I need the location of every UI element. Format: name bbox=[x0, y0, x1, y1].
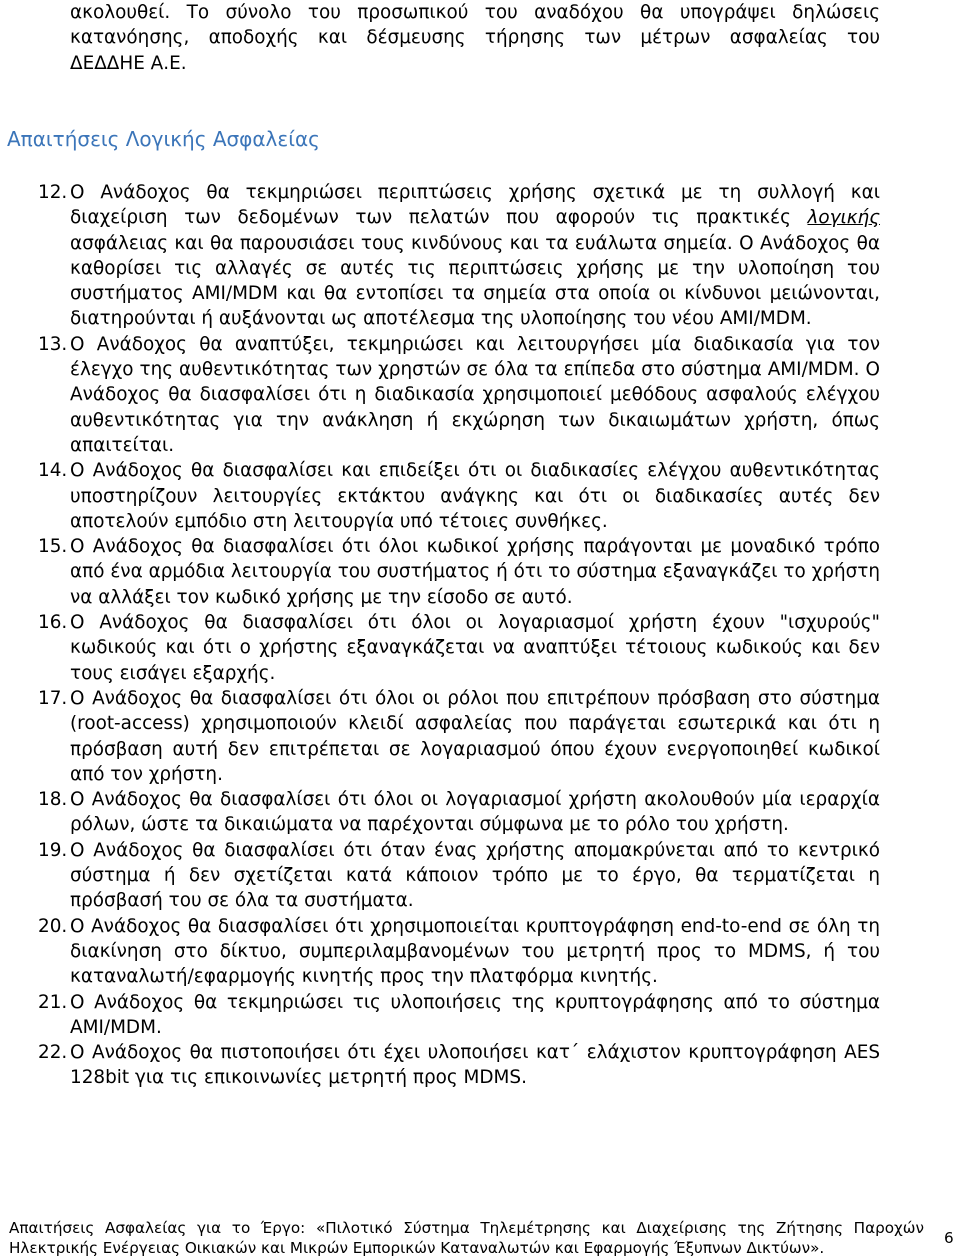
item-text: Ο Ανάδοχος θα πιστοποιήσει ότι έχει υλοποιήσει κατ΄ ελάχιστον κρυπτογράφηση AES 128bit για τις επικοινωνίες μετρητή προς MDMS. bbox=[70, 1042, 880, 1089]
list-item bbox=[0, 914, 880, 990]
list-item bbox=[0, 838, 880, 914]
section-heading: Απαιτήσεις Λογικής Ασφαλείας bbox=[7, 127, 320, 151]
footer-text: Απαιτήσεις Ασφαλείας για το Έργο: «Πιλοτικό Σύστημα Τηλεμέτρησης και Διαχείρισης της Ζήτησης Παροχών Ηλεκτρικής Ενέργειας Οικιακών και Μικρών Εμπορικών Καταναλωτών και Εφαρμογής Έξυπνων Δικτύων». bbox=[9, 1219, 924, 1257]
list-item bbox=[0, 990, 880, 1041]
intro-paragraph bbox=[70, 0, 880, 76]
item-text: Ο Ανάδοχος θα διασφαλίσει ότι όλοι οι λογαριασμοί χρήστη έχουν "ισχυρούς" κωδικούς και ότι ο χρήστης εξαναγκάζεται να αναπτύξει τέτοιους κωδικούς και δεν τους εισάγει εξαρχής. bbox=[70, 612, 880, 684]
list-item bbox=[0, 787, 880, 838]
intro-line-3: ΔΕΔΔΗΕ Α.Ε. bbox=[70, 52, 187, 74]
list-item bbox=[0, 1040, 880, 1091]
item-number: 20. bbox=[38, 915, 68, 937]
item-text: Ο Ανάδοχος θα διασφαλίσει ότι χρησιμοποιείται κρυπτογράφηση end-to-end σε όλη τη διακίνηση στο δίκτυο, συμπεριλαμβανομένων του μετρητή προς το MDMS, ή του καταναλωτή/εφαρμογής κινητής προς την πλατφόρμα κινητής. bbox=[70, 915, 880, 988]
item-number: 18. bbox=[38, 789, 68, 811]
list-item bbox=[0, 458, 880, 534]
list-item bbox=[0, 610, 880, 686]
item-number: 14. bbox=[38, 460, 68, 482]
requirements-list bbox=[0, 180, 960, 1091]
emphasized-word: λογικής bbox=[807, 207, 880, 229]
intro-line-1: ακολουθεί. Το σύνολο του προσωπικού του αναδόχου θα υπογράψει δηλώσεις bbox=[70, 2, 880, 23]
list-item bbox=[0, 534, 880, 610]
page-number: 6 bbox=[944, 1229, 954, 1247]
item-number: 16. bbox=[38, 612, 68, 634]
item-text: Ο Ανάδοχος θα αναπτύξει, τεκμηριώσει και λειτουργήσει μία διαδικασία για τον έλεγχο της αυθεντικότητας των χρηστών σε όλα τα επίπεδα στο σύστημα AMI/MDM. Ο Ανάδοχος θα διασφαλίσει ότι η διαδικασία χρησιμοποιεί μεθόδους ασφαλούς ελέγχου αυθεντικότητας για την ανάκληση ή εκχώρηση των δικαιωμάτων χρήστη, όπως απαιτείται. bbox=[70, 333, 880, 456]
intro-line-2: κατανόησης, αποδοχής και δέσμευσης τήρησης των μέτρων ασφαλείας του bbox=[70, 27, 880, 49]
item-text: Ο Ανάδοχος θα διασφαλίσει ότι όλοι κωδικοί χρήσης παράγονται με μοναδικό τρόπο από ένα αρμόδια λειτουργία του συστήματος ή ότι το σύστημα εξαναγκάζει το χρήστη να αλλάξει τον κωδικό χρήσης με την είσοδο σε αυτό. bbox=[70, 536, 880, 608]
item-text bbox=[70, 180, 880, 332]
item-text-part: Ο Ανάδοχος θα τεκμηριώσει περιπτώσεις χρήσης σχετικά με τη συλλογή και διαχείριση των δεδομένων των πελατών που αφορούν τις πρακτικές bbox=[70, 182, 880, 229]
list-item bbox=[0, 686, 880, 787]
item-text: Ο Ανάδοχος θα τεκμηριώσει τις υλοποιήσεις της κρυπτογράφησης από το σύστημα AMI/MDM. bbox=[70, 991, 880, 1038]
item-text: Ο Ανάδοχος θα διασφαλίσει ότι όταν ένας χρήστης απομακρύνεται από το κεντρικό σύστημα ή δεν σχετίζεται κατά κάποιον τρόπο με το έργο, θα τερματίζεται η πρόσβασή του σε όλα τα συστήματα. bbox=[70, 839, 880, 912]
list-item bbox=[0, 180, 880, 332]
item-number: 13. bbox=[38, 333, 68, 355]
page-footer bbox=[0, 1212, 960, 1256]
item-number: 17. bbox=[38, 687, 68, 709]
item-text-part: ασφάλειας και θα παρουσιάσει τους κινδύνους και τα ευάλωτα σημεία. Ο Ανάδοχος θα καθορίσει τις αλλαγές σε αυτές τις περιπτώσεις χρήσης με την υλοποίηση του συστήματος AMI/MDM και θα εντοπίσει τα σημεία στα οποία οι κίνδυνοι μειώνονται, διατηρούνται ή αυξάνονται ως αποτέλεσμα της υλοποίησης του νέου AMI/MDM. bbox=[70, 232, 880, 330]
item-number: 12. bbox=[38, 182, 68, 203]
list-item bbox=[0, 332, 880, 458]
item-text: Ο Ανάδοχος θα διασφαλίσει και επιδείξει ότι οι διαδικασίες ελέγχου αυθεντικότητας υποστηρίζουν λειτουργίες εκτάκτου ανάγκης και ότι οι διαδικασίες αυτές δεν αποτελούν εμπόδιο στη λειτουργία υπό τέτοιες συνθήκες. bbox=[70, 460, 880, 532]
item-number: 19. bbox=[38, 839, 68, 861]
item-number: 22. bbox=[38, 1042, 68, 1064]
item-number: 15. bbox=[38, 536, 68, 558]
item-number: 21. bbox=[38, 991, 68, 1013]
item-text: Ο Ανάδοχος θα διασφαλίσει ότι όλοι οι λογαριασμοί χρήστη ακολουθούν μία ιεραρχία ρόλων, ώστε τα δικαιώματα να παρέχονται σύμφωνα με το ρόλο του χρήστη. bbox=[70, 789, 880, 836]
item-text: Ο Ανάδοχος θα διασφαλίσει ότι όλοι οι ρόλοι που επιτρέπουν πρόσβαση στο σύστημα (root-access) χρησιμοποιούν κλειδί ασφαλείας που παράγεται εσωτερικά και ότι η πρόσβαση αυτή δεν επιτρέπεται σε λογαριασμού όπου έχουν ενεργοποιηθεί κωδικοί από τον χρήστη. bbox=[70, 687, 880, 785]
